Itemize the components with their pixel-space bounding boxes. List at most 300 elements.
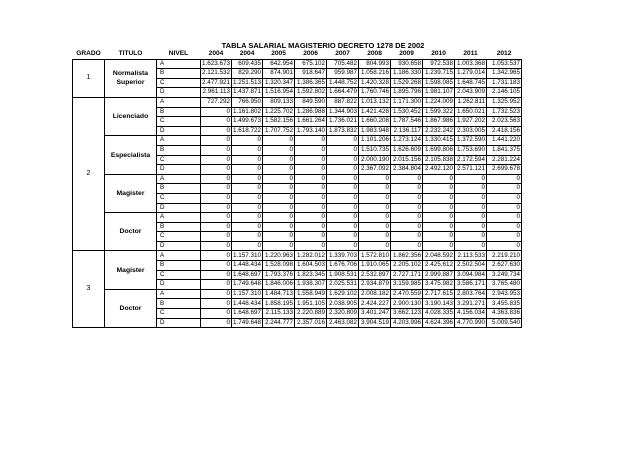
header-year: 2008 (359, 50, 391, 59)
nivel-cell: B (157, 69, 201, 79)
salary-cell: 0 (423, 174, 455, 184)
salary-cell: 1.626.609 (391, 145, 423, 155)
salary-cell: 2.220.889 (295, 309, 327, 319)
salary-cell: 1.053.537 (487, 59, 522, 69)
salary-cell: 3.094.984 (455, 270, 487, 280)
salary-cell: 2.803.764 (455, 289, 487, 299)
nivel-cell: B (157, 184, 201, 194)
salary-cell: 0 (263, 232, 295, 242)
salary-cell: 0 (359, 184, 391, 194)
salary-cell: 874.901 (263, 69, 295, 79)
salary-cell: 1.650.021 (455, 107, 487, 117)
salary-cell: 4.363.836 (487, 309, 522, 319)
nivel-cell: A (157, 97, 201, 107)
salary-cell: 609.435 (232, 59, 263, 69)
salary-cell: 0 (327, 241, 359, 251)
salary-cell: 1.251.513 (233, 78, 262, 86)
salary-cell: 0 (423, 203, 455, 213)
salary-cell: 1.058.216 (359, 69, 391, 79)
salary-cell: 1.529.268 (391, 78, 423, 88)
salary-cell: 1.220.963 (263, 251, 295, 261)
salary-cell: 0 (232, 165, 263, 175)
salary-cell: 1.013.132 (359, 97, 391, 107)
titulo-cell: Normalista Superior (105, 59, 157, 97)
salary-cell: 1.282.012 (295, 251, 327, 261)
salary-cell: 3.159.985 (391, 280, 423, 290)
salary-cell: 2.048.592 (423, 251, 455, 261)
salary-cell: 1.823.345 (295, 270, 327, 280)
nivel-cell: C (157, 155, 201, 165)
salary-cell: 2.281.224 (487, 155, 522, 165)
salary-cell: 1.787.546 (391, 117, 423, 127)
salary-cell: 1.448.434 (233, 299, 262, 307)
salary-cell: 0 (455, 203, 487, 213)
salary-cell: 1.441.220 (487, 136, 522, 146)
header-year: 2004 (232, 50, 263, 59)
salary-cell: 0 (327, 222, 359, 232)
salary-cell: 1.003.368 (455, 59, 487, 69)
salary-cell: 0 (327, 155, 359, 165)
salary-cell: 1.484.713 (263, 289, 295, 299)
salary-cell: 959.987 (327, 69, 359, 79)
nivel-cell: D (157, 88, 201, 98)
salary-cell: 0 (487, 184, 522, 194)
salary-cell: 0 (232, 174, 263, 184)
salary-cell: 2.146.105 (487, 88, 522, 98)
salary-cell: 0 (455, 241, 487, 251)
salary-cell: 0 (295, 241, 327, 251)
salary-cell: 0 (391, 232, 423, 242)
salary-cell: 3.401.247 (359, 309, 391, 319)
salary-cell: 0 (327, 193, 359, 203)
salary-cell: 0 (295, 136, 327, 146)
salary-cell: 3.475.982 (423, 280, 455, 290)
salary-cell: 0 (359, 232, 391, 242)
salary-cell: 0 (391, 193, 423, 203)
salary-cell: 1.648.697 (233, 270, 262, 278)
nivel-cell: D (157, 318, 201, 328)
salary-cell: 829.290 (232, 69, 263, 79)
salary-cell: 1.499.673 (233, 117, 262, 125)
salary-cell: 0 (263, 136, 295, 146)
salary-cell: 1.983.948 (359, 126, 391, 136)
salary-cell: 2.727.171 (391, 270, 423, 280)
salary-cell: 2.232.242 (423, 126, 455, 136)
salary-cell: 2.320.809 (327, 309, 359, 319)
salary-cell: 2.008.182 (359, 289, 391, 299)
salary-cell: 2.121.532 (202, 69, 231, 77)
salary-cell: 642.954 (263, 59, 295, 69)
header-year: 2004 (201, 50, 232, 59)
salary-cell: 3.662.123 (391, 309, 423, 319)
salary-cell: 0 (295, 145, 327, 155)
salary-cell: 918.647 (295, 69, 327, 79)
salary-cell: 0 (359, 203, 391, 213)
salary-cell: 0 (327, 174, 359, 184)
salary-cell: 2.367.092 (359, 165, 391, 175)
salary-cell: 2.025.531 (327, 280, 359, 290)
salary-cell: 0 (295, 193, 327, 203)
salary-cell: 0 (359, 213, 391, 223)
salary-cell: 0 (201, 261, 232, 271)
salary-cell: 2.357.016 (295, 318, 327, 328)
salary-cell: 0 (201, 241, 232, 251)
salary-cell: 1.273.124 (391, 136, 423, 146)
salary-cell: 1.910.065 (359, 261, 391, 271)
nivel-cell: B (157, 145, 201, 155)
titulo-cell: Magister (105, 251, 157, 289)
salary-cell: 1.862.356 (391, 251, 423, 261)
salary-cell: 0 (295, 203, 327, 213)
salary-cell: 809.133 (263, 97, 295, 107)
header-year: 2010 (423, 50, 455, 59)
table-body (73, 59, 522, 328)
salary-cell: 0 (263, 213, 295, 223)
salary-cell: 2.463.082 (327, 318, 359, 328)
nivel-cell: C (157, 232, 201, 242)
salary-cell: 0 (327, 232, 359, 242)
salary-cell: 2.470.559 (391, 289, 423, 299)
salary-cell: 1.749.648 (233, 280, 262, 288)
salary-cell: 1.732.523 (487, 107, 522, 117)
salary-cell: 0 (295, 232, 327, 242)
salary-cell: 0 (295, 174, 327, 184)
salary-cell: 2.627.630 (487, 261, 522, 271)
salary-cell: 0 (327, 203, 359, 213)
salary-cell: 0 (263, 145, 295, 155)
salary-cell: 1.320.347 (263, 78, 295, 88)
salary-cell: 0 (327, 184, 359, 194)
salary-cell: 3.291.271 (455, 299, 487, 309)
salary-cell: 0 (295, 165, 327, 175)
salary-cell: 0 (263, 155, 295, 165)
salary-cell: 0 (359, 193, 391, 203)
salary-cell: 2.943.953 (487, 289, 522, 299)
salary-cell: 972.538 (423, 59, 455, 69)
salary-cell: 0 (201, 309, 232, 319)
salary-cell: 0 (295, 155, 327, 165)
salary-cell: 2.000.190 (359, 155, 391, 165)
salary-cell: 0 (232, 232, 263, 242)
salary-cell: 0 (391, 203, 423, 213)
salary-cell: 1.386.365 (295, 78, 327, 88)
salary-cell: 1.448.434 (233, 261, 262, 269)
salary-cell: 1.325.952 (487, 97, 522, 107)
salary-cell: 2.424.227 (359, 299, 391, 309)
salary-cell: 1.516.954 (263, 88, 295, 98)
nivel-cell: B (157, 107, 201, 117)
salary-cell: 2.532.897 (359, 270, 391, 280)
salary-cell: 0 (423, 222, 455, 232)
salary-cell: 1.157.310 (233, 289, 262, 297)
salary-cell: 0 (455, 232, 487, 242)
salary-cell: 1.342.965 (487, 69, 522, 79)
header-titulo: TITULO (105, 50, 157, 59)
salary-cell: 1.558.949 (295, 289, 327, 299)
salary-cell: 1.938.307 (295, 280, 327, 290)
table-row (73, 251, 522, 261)
salary-cell: 1.981.107 (423, 88, 455, 98)
salary-cell: 0 (423, 241, 455, 251)
salary-cell: 1.951.105 (295, 299, 327, 309)
salary-cell: 2.015.156 (391, 155, 423, 165)
salary-cell: 1.592.802 (295, 88, 327, 98)
salary-cell: 0 (263, 174, 295, 184)
salary-cell: 0 (232, 213, 263, 223)
nivel-cell: B (157, 261, 201, 271)
salary-cell: 0 (263, 184, 295, 194)
salary-cell: 930.658 (391, 59, 423, 69)
salary-cell: 849.590 (295, 97, 327, 107)
salary-cell: 1.330.415 (423, 136, 455, 146)
nivel-cell: D (157, 280, 201, 290)
table-row (73, 213, 522, 223)
salary-cell: 1.598.085 (423, 78, 455, 88)
salary-cell: 0 (295, 222, 327, 232)
salary-cell: 0 (263, 241, 295, 251)
salary-cell: 0 (201, 203, 232, 213)
salary-cell: 0 (232, 145, 263, 155)
salary-cell: 2.492.120 (423, 165, 455, 175)
salary-cell: 1.344.903 (327, 107, 359, 117)
salary-cell: 4.770.990 (455, 318, 487, 328)
salary-cell: 0 (487, 232, 522, 242)
titulo-cell: Doctor (105, 213, 157, 251)
salary-cell: 727.292 (201, 97, 232, 107)
nivel-cell: D (157, 203, 201, 213)
salary-cell: 675.102 (295, 59, 327, 69)
salary-cell: 1.793.376 (263, 270, 295, 280)
nivel-cell: C (157, 309, 201, 319)
salary-cell: 1.846.006 (263, 280, 295, 290)
nivel-cell: A (157, 289, 201, 299)
salary-cell: 0 (232, 222, 263, 232)
nivel-cell: B (157, 222, 201, 232)
salary-cell: 1.927.202 (455, 117, 487, 127)
salary-cell: 887.822 (327, 97, 359, 107)
salary-cell: 0 (327, 136, 359, 146)
salary-cell: 0 (201, 289, 232, 299)
salary-cell: 0 (232, 193, 263, 203)
salary-cell: 0 (423, 184, 455, 194)
table-row (73, 136, 522, 146)
salary-cell: 0 (201, 126, 232, 136)
nivel-cell: C (157, 193, 201, 203)
salary-cell: 1.618.722 (233, 126, 262, 134)
salary-cell: 1.224.009 (423, 97, 455, 107)
salary-cell: 1.448.752 (327, 78, 359, 88)
header-year: 2005 (263, 50, 295, 59)
salary-cell: 1.676.706 (327, 261, 359, 271)
salary-cell: 2.115.133 (263, 309, 295, 319)
salary-cell: 1.661.264 (295, 117, 327, 127)
salary-cell: 1.225.702 (263, 107, 295, 117)
salary-cell: 4.156.034 (455, 309, 487, 319)
salary-cell: 0 (391, 174, 423, 184)
salary-cell: 2.999.887 (423, 270, 455, 280)
salary-cell: 1.286.988 (295, 107, 327, 117)
salary-cell: 0 (423, 193, 455, 203)
salary-cell: 0 (391, 184, 423, 194)
salary-cell: 1.372.590 (455, 136, 487, 146)
salary-cell: 1.421.428 (359, 107, 391, 117)
header-year: 2012 (487, 50, 522, 59)
salary-cell: 1.582.156 (263, 117, 295, 127)
salary-cell: 1.437.871 (233, 88, 262, 96)
salary-cell: 1.279.014 (455, 69, 487, 79)
nivel-cell: C (157, 270, 201, 280)
salary-cell: 1.648.697 (233, 309, 262, 317)
salary-cell: 0 (455, 222, 487, 232)
salary-cell: 1.707.752 (263, 126, 295, 136)
salary-cell: 2.113.533 (455, 251, 487, 261)
salary-cell: 0 (263, 222, 295, 232)
salary-cell: 2.172.594 (455, 155, 487, 165)
salary-cell: 2.244.777 (263, 318, 295, 328)
salary-cell: 0 (201, 136, 232, 146)
salary-cell: 2.477.921 (202, 78, 231, 86)
salary-cell: 2.303.005 (455, 126, 487, 136)
salary-cell: 0 (455, 174, 487, 184)
salary-cell: 1.599.322 (423, 107, 455, 117)
salary-cell: 0 (487, 222, 522, 232)
salary-cell: 804.993 (359, 59, 391, 69)
salary-cell: 0 (232, 184, 263, 194)
salary-cell: 2.425.612 (423, 261, 455, 271)
salary-cell: 0 (359, 222, 391, 232)
salary-cell: 0 (327, 145, 359, 155)
salary-cell: 1.572.810 (359, 251, 391, 261)
salary-cell: 1.186.330 (391, 69, 423, 79)
salary-cell: 0 (201, 107, 232, 117)
salary-cell: 0 (391, 222, 423, 232)
salary-cell: 0 (263, 203, 295, 213)
salary-cell: 2.136.117 (391, 126, 423, 136)
titulo-cell: Magister (105, 174, 157, 212)
salary-cell: 0 (201, 145, 232, 155)
salary-cell: 3.904.519 (359, 318, 391, 328)
salary-cell: 2.934.879 (359, 280, 391, 290)
salary-cell: 705.482 (327, 59, 359, 69)
salary-cell: 0 (201, 232, 232, 242)
salary-cell: 1.530.452 (391, 107, 423, 117)
salary-cell: 4.624.396 (423, 318, 455, 328)
salary-cell: 0 (263, 193, 295, 203)
titulo-cell: Especialista (105, 136, 157, 174)
salary-cell: 2.900.130 (391, 299, 423, 309)
salary-cell: 3.586.171 (455, 280, 487, 290)
salary-cell: 1.262.811 (455, 97, 487, 107)
salary-cell: 4.028.335 (423, 309, 455, 319)
nivel-cell: C (157, 117, 201, 127)
table-title: TABLA SALARIAL MAGISTERIO DECRETO 1278 DE 2002 (221, 41, 425, 50)
salary-cell: 1.867.986 (423, 117, 455, 127)
salary-cell: 1.101.206 (359, 136, 391, 146)
salary-cell: 1.629.102 (327, 289, 359, 299)
salary-cell: 0 (423, 213, 455, 223)
salary-cell: 4.203.996 (391, 318, 423, 328)
salary-cell: 1.908.531 (327, 270, 359, 280)
salary-cell: 0 (201, 165, 232, 175)
salary-cell: 1.749.648 (233, 318, 262, 326)
salary-cell: 5.009.540 (487, 318, 522, 328)
salary-cell: 2.502.504 (455, 261, 487, 271)
salary-cell: 1.623.673 (202, 59, 231, 67)
salary-cell: 1.841.375 (487, 145, 522, 155)
salary-cell: 0 (455, 193, 487, 203)
salary-cell: 0 (232, 241, 263, 251)
salary-cell: 1.528.098 (263, 261, 295, 271)
grado-cell: 3 (73, 251, 105, 328)
salary-cell: 1.157.310 (233, 251, 262, 259)
nivel-cell: D (157, 241, 201, 251)
nivel-cell: D (157, 126, 201, 136)
salary-cell: 1.171.300 (391, 97, 423, 107)
salary-cell: 0 (423, 232, 455, 242)
salary-cell: 0 (201, 184, 232, 194)
salary-cell: 0 (232, 136, 263, 146)
nivel-cell: A (157, 251, 201, 261)
salary-cell: 1.660.208 (359, 117, 391, 127)
salary-cell: 0 (487, 213, 522, 223)
table-row (73, 59, 522, 69)
nivel-cell: A (157, 213, 201, 223)
salary-cell: 0 (455, 213, 487, 223)
salary-cell: 0 (487, 193, 522, 203)
salary-cell: 0 (201, 318, 232, 328)
titulo-cell: Licenciado (105, 97, 157, 135)
salary-cell: 0 (201, 213, 232, 223)
salary-cell: 1.161.802 (233, 107, 262, 115)
salary-cell: 0 (487, 203, 522, 213)
salary-cell: 3.190.143 (423, 299, 455, 309)
salary-cell: 2.023.563 (487, 117, 522, 127)
salary-cell: 2.205.102 (391, 261, 423, 271)
table-row (73, 289, 522, 299)
salary-cell: 2.717.615 (423, 289, 455, 299)
salary-cell: 1.648.745 (455, 78, 487, 88)
salary-cell: 0 (201, 117, 232, 127)
salary-cell: 766.950 (232, 97, 263, 107)
salary-cell: 1.760.746 (359, 88, 391, 98)
salary-cell: 1.239.715 (423, 69, 455, 79)
salary-cell: 0 (295, 184, 327, 194)
salary-cell: 2.043.909 (455, 88, 487, 98)
header-year: 2006 (295, 50, 327, 59)
salary-cell: 1.699.806 (423, 145, 455, 155)
salary-cell: 1.895.796 (391, 88, 423, 98)
salary-cell: 2.219.210 (487, 251, 522, 261)
grado-cell: 1 (73, 59, 105, 97)
salary-cell: 0 (359, 241, 391, 251)
salary-cell: 0 (327, 165, 359, 175)
table-row (73, 97, 522, 107)
salary-cell: 3.765.480 (487, 280, 522, 290)
titulo-cell: Doctor (105, 289, 157, 327)
nivel-cell: A (157, 59, 201, 69)
salary-cell: 0 (359, 174, 391, 184)
salary-cell: 0 (263, 165, 295, 175)
salary-cell: 0 (295, 213, 327, 223)
salary-cell: 3.455.835 (487, 299, 522, 309)
salary-cell: 0 (487, 174, 522, 184)
salary-cell: 0 (201, 280, 232, 290)
salary-cell: 0 (232, 203, 263, 213)
salary-cell: 2.571.121 (455, 165, 487, 175)
nivel-cell: C (157, 78, 201, 88)
nivel-cell: A (157, 136, 201, 146)
salary-cell: 0 (201, 270, 232, 280)
